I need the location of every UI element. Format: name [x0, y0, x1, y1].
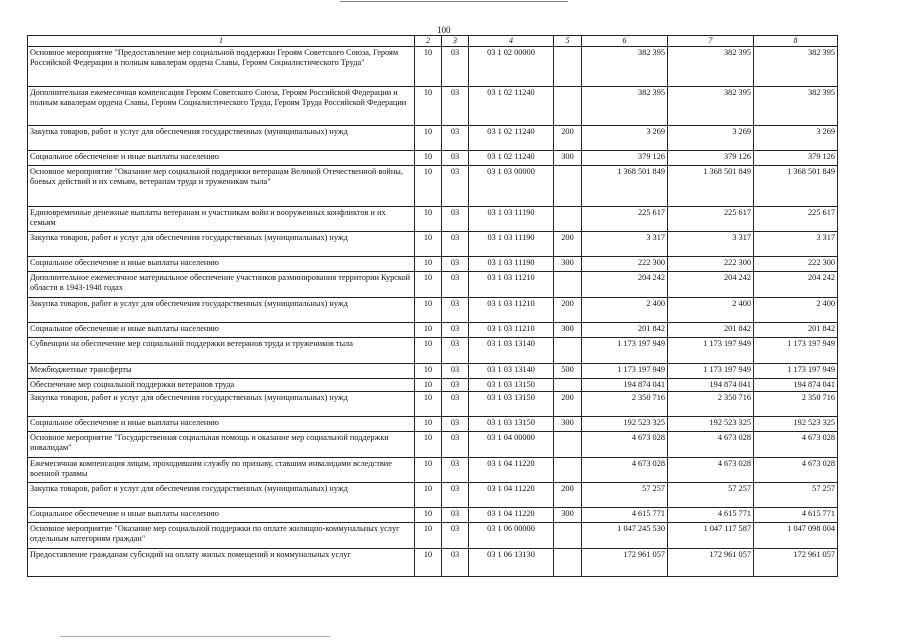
section-code: 10 [415, 256, 442, 271]
amount-col-7: 379 126 [668, 150, 754, 165]
section-code: 10 [415, 165, 442, 206]
row-name: Закупка товаров, работ и услуг для обеспечения государственных (муниципальных) нужд [28, 231, 415, 256]
amount-col-8: 1 047 098 004 [754, 522, 838, 548]
subsection-code: 03 [442, 46, 469, 86]
page-number: 100 [437, 25, 451, 35]
header-cell: 1 [28, 36, 415, 47]
section-code: 10 [415, 507, 442, 522]
amount-col-7: 172 961 057 [668, 548, 754, 576]
amount-col-7: 57 257 [668, 482, 754, 507]
subsection-code: 03 [442, 86, 469, 125]
target-article-code: 03 1 03 13150 [469, 378, 554, 391]
target-article-code: 03 1 02 11240 [469, 86, 554, 125]
amount-col-7: 1 173 197 949 [668, 363, 754, 378]
header-cell: 2 [415, 36, 442, 47]
amount-col-6: 2 350 716 [582, 391, 668, 416]
subsection-code: 03 [442, 482, 469, 507]
target-article-code: 03 1 03 11190 [469, 256, 554, 271]
amount-col-6: 192 523 325 [582, 416, 668, 431]
subsection-code: 03 [442, 391, 469, 416]
row-name: Закупка товаров, работ и услуг для обеспечения государственных (муниципальных) нужд [28, 391, 415, 416]
expense-type-code: 300 [554, 507, 582, 522]
amount-col-8: 172 961 057 [754, 548, 838, 576]
amount-col-6: 382 395 [582, 86, 668, 125]
section-code: 10 [415, 457, 442, 482]
section-code: 10 [415, 522, 442, 548]
amount-col-7: 2 350 716 [668, 391, 754, 416]
amount-col-8: 382 395 [754, 86, 838, 125]
table-row [28, 378, 838, 391]
amount-col-7: 3 317 [668, 231, 754, 256]
row-name: Ежемесячная компенсация лицам, проходившим службу по призыву, ставшим инвалидами вследствие военной травмы [28, 457, 415, 482]
table-row [28, 231, 838, 256]
amount-col-6: 1 047 245 530 [582, 522, 668, 548]
amount-col-6: 4 673 028 [582, 431, 668, 457]
expense-type-code [554, 165, 582, 206]
expense-type-code: 200 [554, 125, 582, 150]
row-name: Социальное обеспечение и иные выплаты населению [28, 150, 415, 165]
amount-col-7: 222 300 [668, 256, 754, 271]
amount-col-8: 379 126 [754, 150, 838, 165]
amount-col-6: 201 842 [582, 322, 668, 337]
table-row [28, 256, 838, 271]
section-code: 10 [415, 297, 442, 322]
top-rule [340, 1, 568, 2]
row-name: Социальное обеспечение и иные выплаты населению [28, 256, 415, 271]
header-cell: 7 [668, 36, 754, 47]
table-row [28, 165, 838, 206]
amount-col-7: 4 673 028 [668, 457, 754, 482]
header-cell: 8 [754, 36, 838, 47]
subsection-code: 03 [442, 548, 469, 576]
expense-type-code: 300 [554, 322, 582, 337]
amount-col-7: 194 874 041 [668, 378, 754, 391]
header-cell: 6 [582, 36, 668, 47]
row-name: Социальное обеспечение и иные выплаты населению [28, 416, 415, 431]
expense-type-code: 200 [554, 482, 582, 507]
target-article-code: 03 1 04 00000 [469, 431, 554, 457]
expense-type-code [554, 271, 582, 297]
amount-col-7: 225 617 [668, 206, 754, 231]
target-article-code: 03 1 03 11190 [469, 206, 554, 231]
amount-col-7: 1 368 501 849 [668, 165, 754, 206]
subsection-code: 03 [442, 150, 469, 165]
amount-col-8: 4 673 028 [754, 431, 838, 457]
amount-col-7: 4 615 771 [668, 507, 754, 522]
target-article-code: 03 1 06 00000 [469, 522, 554, 548]
section-code: 10 [415, 231, 442, 256]
section-code: 10 [415, 337, 442, 363]
row-name: Основное мероприятие "Оказание мер социальной поддержки ветеранам Великой Отечественной войны, боевых действий и их семьям, ветеранам труда и труженикам тыла" [28, 165, 415, 206]
amount-col-7: 1 047 117 587 [668, 522, 754, 548]
subsection-code: 03 [442, 363, 469, 378]
table-row [28, 337, 838, 363]
amount-col-6: 3 317 [582, 231, 668, 256]
amount-col-6: 1 173 197 949 [582, 363, 668, 378]
amount-col-6: 3 269 [582, 125, 668, 150]
expense-type-code [554, 206, 582, 231]
amount-col-8: 1 173 197 949 [754, 337, 838, 363]
amount-col-6: 225 617 [582, 206, 668, 231]
amount-col-6: 1 368 501 849 [582, 165, 668, 206]
table-row [28, 507, 838, 522]
row-name: Основное мероприятие "Оказание мер социальной поддержки по оплате жилищно-коммунальных услуг отдельным категориям граждан" [28, 522, 415, 548]
budget-table [27, 35, 838, 577]
section-code: 10 [415, 431, 442, 457]
subsection-code: 03 [442, 322, 469, 337]
amount-col-6: 4 673 028 [582, 457, 668, 482]
amount-col-6: 222 300 [582, 256, 668, 271]
expense-type-code: 200 [554, 231, 582, 256]
target-article-code: 03 1 03 13140 [469, 337, 554, 363]
target-article-code: 03 1 03 13140 [469, 363, 554, 378]
amount-col-7: 204 242 [668, 271, 754, 297]
amount-col-8: 1 368 501 849 [754, 165, 838, 206]
amount-col-7: 201 842 [668, 322, 754, 337]
row-name: Межбюджетные трансферты [28, 363, 415, 378]
amount-col-8: 4 615 771 [754, 507, 838, 522]
table-row [28, 150, 838, 165]
expense-type-code [554, 337, 582, 363]
subsection-code: 03 [442, 431, 469, 457]
amount-col-8: 57 257 [754, 482, 838, 507]
amount-col-6: 194 874 041 [582, 378, 668, 391]
header-cell: 4 [469, 36, 554, 47]
expense-type-code: 200 [554, 297, 582, 322]
subsection-code: 03 [442, 125, 469, 150]
row-name: Основное мероприятие "Государственная социальная помощь и оказание мер социальной поддержки инвалидам" [28, 431, 415, 457]
section-code: 10 [415, 46, 442, 86]
expense-type-code [554, 86, 582, 125]
expense-type-code: 300 [554, 256, 582, 271]
section-code: 10 [415, 482, 442, 507]
target-article-code: 03 1 03 11210 [469, 297, 554, 322]
section-code: 10 [415, 206, 442, 231]
target-article-code: 03 1 06 13130 [469, 548, 554, 576]
subsection-code: 03 [442, 206, 469, 231]
section-code: 10 [415, 363, 442, 378]
target-article-code: 03 1 02 00000 [469, 46, 554, 86]
row-name: Дополнительное ежемесячное материальное обеспечение участников разминирования территории Курской области в 1943-1948 годах [28, 271, 415, 297]
amount-col-6: 204 242 [582, 271, 668, 297]
section-code: 10 [415, 322, 442, 337]
expense-type-code: 300 [554, 150, 582, 165]
table-row [28, 86, 838, 125]
header-cell: 5 [554, 36, 582, 47]
row-name: Закупка товаров, работ и услуг для обеспечения государственных (муниципальных) нужд [28, 297, 415, 322]
subsection-code: 03 [442, 507, 469, 522]
row-name: Дополнительная ежемесячная компенсация Героям Советского Союза, Героям Российской Федерации и полным кавалерам ордена Славы, Героям Социалистического Труда, Героям Труда Российской Федерации [28, 86, 415, 125]
amount-col-7: 3 269 [668, 125, 754, 150]
expense-type-code: 200 [554, 391, 582, 416]
expense-type-code: 500 [554, 363, 582, 378]
expense-type-code: 300 [554, 416, 582, 431]
amount-col-7: 1 173 197 949 [668, 337, 754, 363]
amount-col-6: 1 173 197 949 [582, 337, 668, 363]
amount-col-8: 201 842 [754, 322, 838, 337]
amount-col-7: 382 395 [668, 86, 754, 125]
row-name: Обеспечение мер социальной поддержки ветеранов труда [28, 378, 415, 391]
table-row [28, 482, 838, 507]
amount-col-6: 2 400 [582, 297, 668, 322]
amount-col-8: 192 523 325 [754, 416, 838, 431]
subsection-code: 03 [442, 165, 469, 206]
section-code: 10 [415, 271, 442, 297]
amount-col-6: 382 395 [582, 46, 668, 86]
row-name: Социальное обеспечение и иные выплаты населению [28, 322, 415, 337]
row-name: Предоставление гражданам субсидий на оплату жилых помещений и коммунальных услуг [28, 548, 415, 576]
row-name: Закупка товаров, работ и услуг для обеспечения государственных (муниципальных) нужд [28, 482, 415, 507]
target-article-code: 03 1 02 11240 [469, 150, 554, 165]
section-code: 10 [415, 548, 442, 576]
target-article-code: 03 1 03 11190 [469, 231, 554, 256]
table-row [28, 431, 838, 457]
subsection-code: 03 [442, 297, 469, 322]
target-article-code: 03 1 03 11210 [469, 322, 554, 337]
section-code: 10 [415, 416, 442, 431]
expense-type-code [554, 457, 582, 482]
target-article-code: 03 1 02 11240 [469, 125, 554, 150]
bottom-rule [60, 636, 330, 637]
amount-col-6: 57 257 [582, 482, 668, 507]
table-row [28, 416, 838, 431]
table-row [28, 457, 838, 482]
subsection-code: 03 [442, 457, 469, 482]
section-code: 10 [415, 150, 442, 165]
target-article-code: 03 1 04 11220 [469, 507, 554, 522]
amount-col-7: 2 400 [668, 297, 754, 322]
expense-type-code [554, 378, 582, 391]
expense-type-code [554, 548, 582, 576]
header-cell: 3 [442, 36, 469, 47]
amount-col-8: 2 400 [754, 297, 838, 322]
expense-type-code [554, 431, 582, 457]
section-code: 10 [415, 86, 442, 125]
amount-col-6: 4 615 771 [582, 507, 668, 522]
target-article-code: 03 1 03 00000 [469, 165, 554, 206]
row-name: Субвенции на обеспечение мер социальной поддержки ветеранов труда и тружеников тыла [28, 337, 415, 363]
target-article-code: 03 1 03 11210 [469, 271, 554, 297]
amount-col-8: 3 269 [754, 125, 838, 150]
subsection-code: 03 [442, 231, 469, 256]
target-article-code: 03 1 03 13150 [469, 416, 554, 431]
section-code: 10 [415, 125, 442, 150]
table-row [28, 548, 838, 576]
section-code: 10 [415, 378, 442, 391]
table-row [28, 363, 838, 378]
row-name: Социальное обеспечение и иные выплаты населению [28, 507, 415, 522]
amount-col-7: 4 673 028 [668, 431, 754, 457]
row-name: Единовременные денежные выплаты ветеранам и участникам войн и вооруженных конфликтов и их семьям [28, 206, 415, 231]
target-article-code: 03 1 04 11220 [469, 457, 554, 482]
table-row [28, 391, 838, 416]
amount-col-8: 382 395 [754, 46, 838, 86]
table-row [28, 206, 838, 231]
table-row [28, 322, 838, 337]
amount-col-8: 4 673 028 [754, 457, 838, 482]
table-row [28, 297, 838, 322]
subsection-code: 03 [442, 337, 469, 363]
subsection-code: 03 [442, 416, 469, 431]
subsection-code: 03 [442, 271, 469, 297]
amount-col-8: 1 173 197 949 [754, 363, 838, 378]
subsection-code: 03 [442, 378, 469, 391]
table-row [28, 271, 838, 297]
amount-col-8: 222 300 [754, 256, 838, 271]
amount-col-6: 172 961 057 [582, 548, 668, 576]
header-row [28, 36, 838, 47]
expense-type-code [554, 46, 582, 86]
amount-col-6: 379 126 [582, 150, 668, 165]
section-code: 10 [415, 391, 442, 416]
amount-col-8: 204 242 [754, 271, 838, 297]
target-article-code: 03 1 03 13150 [469, 391, 554, 416]
subsection-code: 03 [442, 256, 469, 271]
target-article-code: 03 1 04 11220 [469, 482, 554, 507]
table-row [28, 46, 838, 86]
amount-col-7: 192 523 325 [668, 416, 754, 431]
amount-col-7: 382 395 [668, 46, 754, 86]
subsection-code: 03 [442, 522, 469, 548]
table-row [28, 522, 838, 548]
table-row [28, 125, 838, 150]
amount-col-8: 3 317 [754, 231, 838, 256]
amount-col-8: 2 350 716 [754, 391, 838, 416]
expense-type-code [554, 522, 582, 548]
row-name: Закупка товаров, работ и услуг для обеспечения государственных (муниципальных) нужд [28, 125, 415, 150]
amount-col-8: 194 874 041 [754, 378, 838, 391]
amount-col-8: 225 617 [754, 206, 838, 231]
row-name: Основное мероприятие "Предоставление мер социальной поддержки Героям Советского Союза, Героям Российской Федерации и полным кавалерам ордена Славы, Героям Социалистического Труда" [28, 46, 415, 86]
